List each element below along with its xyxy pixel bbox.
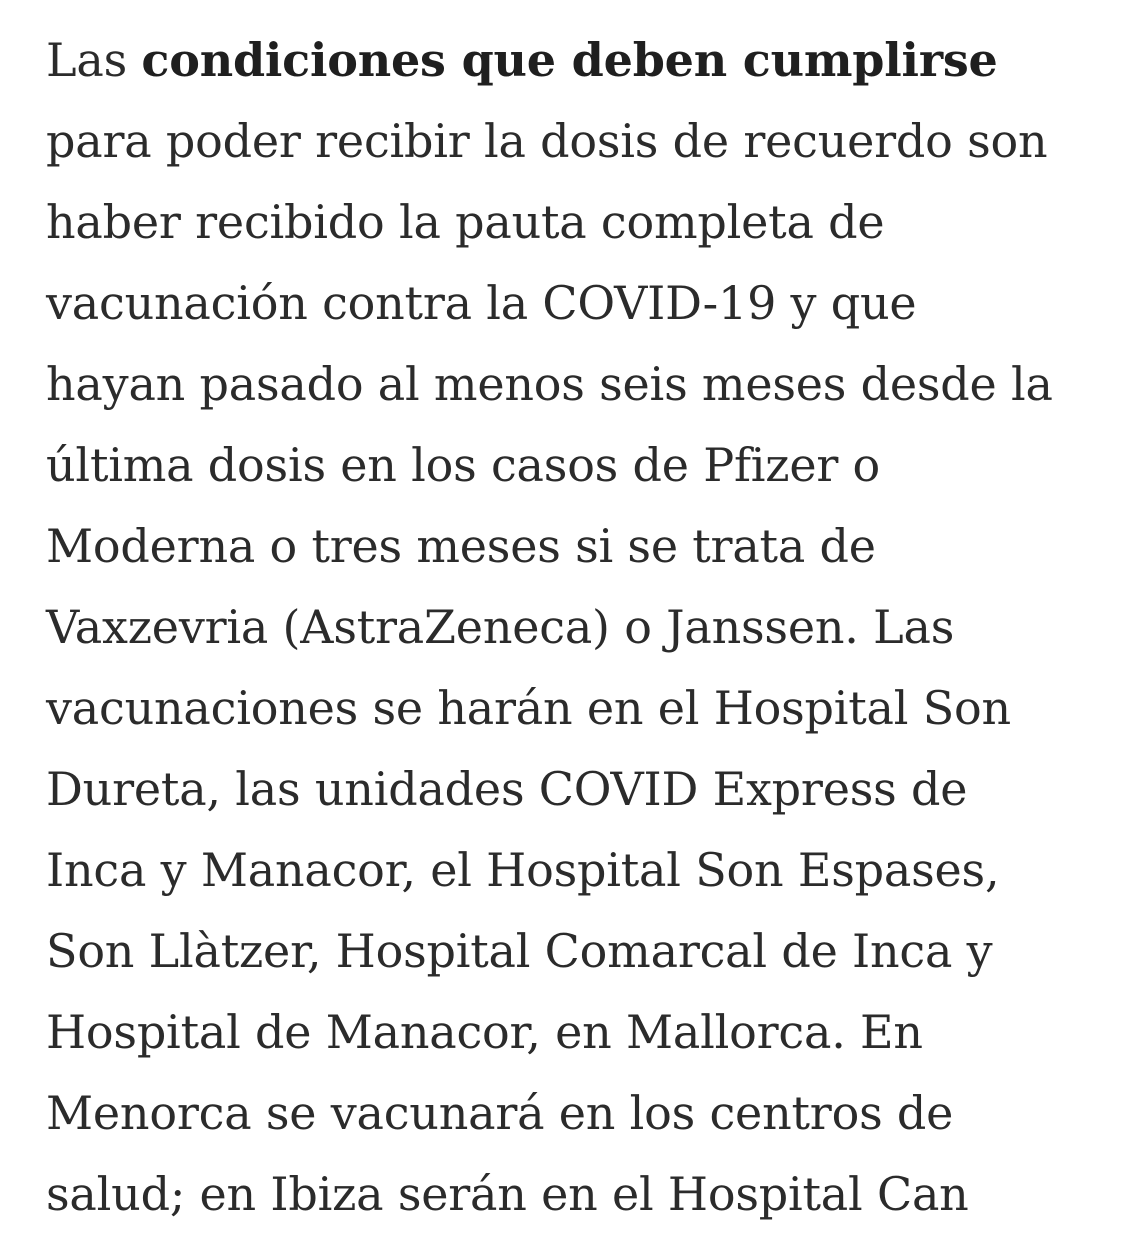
paragraph-line: vacunación contra la COVID-19 y que xyxy=(46,276,917,330)
paragraph-line: Son Llàtzer, Hospital Comarcal de Inca y xyxy=(46,924,993,978)
paragraph-line: para poder recibir la dosis de recuerdo son xyxy=(46,114,1048,168)
paragraph-line: vacunaciones se harán en el Hospital Son xyxy=(46,681,1011,735)
paragraph-line: Menorca se vacunará en los centros de xyxy=(46,1086,954,1140)
paragraph-line: haber recibido la pauta completa de xyxy=(46,195,885,249)
article-paragraph xyxy=(46,20,1106,1235)
paragraph-line: salud; en Ibiza serán en el Hospital Can xyxy=(46,1167,969,1221)
paragraph-line: Hospital de Manacor, en Mallorca. En xyxy=(46,1005,923,1059)
paragraph-line-1 xyxy=(46,20,1106,101)
paragraph-line: Inca y Manacor, el Hospital Son Espases, xyxy=(46,843,1000,897)
paragraph-line: Moderna o tres meses si se trata de xyxy=(46,519,876,573)
paragraph-lead: Las xyxy=(46,33,142,87)
paragraph-emphasis: condiciones que deben cumplirse xyxy=(141,33,998,87)
paragraph-line: última dosis en los casos de Pfizer o xyxy=(46,438,881,492)
paragraph-line: Vaxzevria (AstraZeneca) o Janssen. Las xyxy=(46,600,955,654)
paragraph-line: hayan pasado al menos seis meses desde la xyxy=(46,357,1053,411)
paragraph-line: Dureta, las unidades COVID Express de xyxy=(46,762,968,816)
article-body xyxy=(46,20,1106,1235)
